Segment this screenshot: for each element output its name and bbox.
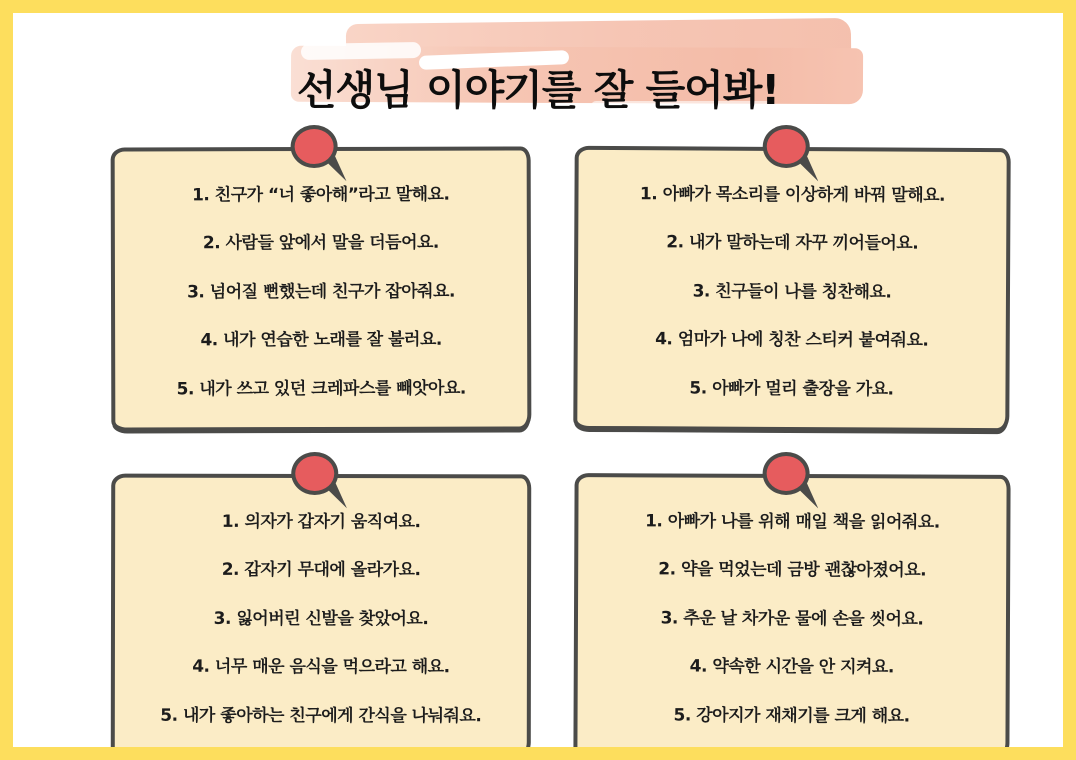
- note-item: 1. 의자가 갑자기 움직여요.: [221, 511, 421, 533]
- title-section: [13, 13, 1063, 133]
- pushpin-icon: [762, 452, 816, 514]
- pushpin-needle: [313, 473, 347, 512]
- note-card-2: [573, 146, 1010, 432]
- pushpin-icon: [291, 125, 345, 187]
- note-item: 4. 엄마가 나에 칭찬 스티커 붙여줘요.: [655, 329, 929, 351]
- pushpin-needle: [313, 145, 347, 184]
- note-item: 4. 약속한 시간을 안 지켜요.: [689, 656, 894, 678]
- note-item: 2. 사람들 앞에서 말을 더듬어요.: [202, 233, 439, 254]
- note-item: 3. 넘어질 뻔했는데 친구가 잡아줘요.: [187, 281, 455, 303]
- pushpin-needle: [785, 473, 818, 512]
- pushpin-head: [763, 452, 810, 495]
- note-card-3: [111, 474, 531, 759]
- note-card-4: [573, 473, 1010, 759]
- note-item: 2. 내가 말하는데 자꾸 끼어들어요.: [666, 232, 919, 255]
- note-item: 4. 너무 매운 음식을 먹으라고 해요.: [192, 656, 450, 678]
- note-item: 3. 잃어버린 신발을 찾았어요.: [213, 608, 429, 629]
- pushpin-head: [291, 452, 338, 495]
- note-item: 3. 추운 날 차가운 물에 손을 씻어요.: [660, 608, 924, 630]
- note-item: 1. 친구가 “너 좋아해”라고 말해요.: [192, 184, 450, 206]
- note-item: 5. 강아지가 재채기를 크게 해요.: [673, 705, 910, 727]
- note-item: 5. 내가 쓰고 있던 크레파스를 빼앗아요.: [176, 378, 466, 399]
- note-item: 5. 내가 좋아하는 친구에게 간식을 나눠줘요.: [160, 705, 482, 726]
- note-item: 3. 친구들이 나를 칭찬해요.: [692, 281, 892, 303]
- note-item: 5. 아빠가 멀리 출장을 가요.: [689, 378, 894, 400]
- pushpin-needle: [785, 146, 818, 185]
- note-item: 2. 약을 먹었는데 금방 괜찮아졌어요.: [658, 559, 927, 581]
- page-title: 선생님 이야기를 잘 들어봐!: [296, 66, 780, 114]
- pushpin-icon: [763, 125, 817, 187]
- note-item: 2. 갑자기 무대에 올라가요.: [221, 560, 421, 581]
- note-item: 1. 아빠가 목소리를 이상하게 바꿔 말해요.: [639, 184, 946, 206]
- note-card-1: [111, 146, 532, 431]
- pushpin-icon: [291, 452, 345, 514]
- note-item: 4. 내가 연습한 노래를 잘 불러요.: [200, 329, 442, 351]
- note-item: 1. 아빠가 나를 위해 매일 책을 읽어줘요.: [645, 511, 940, 533]
